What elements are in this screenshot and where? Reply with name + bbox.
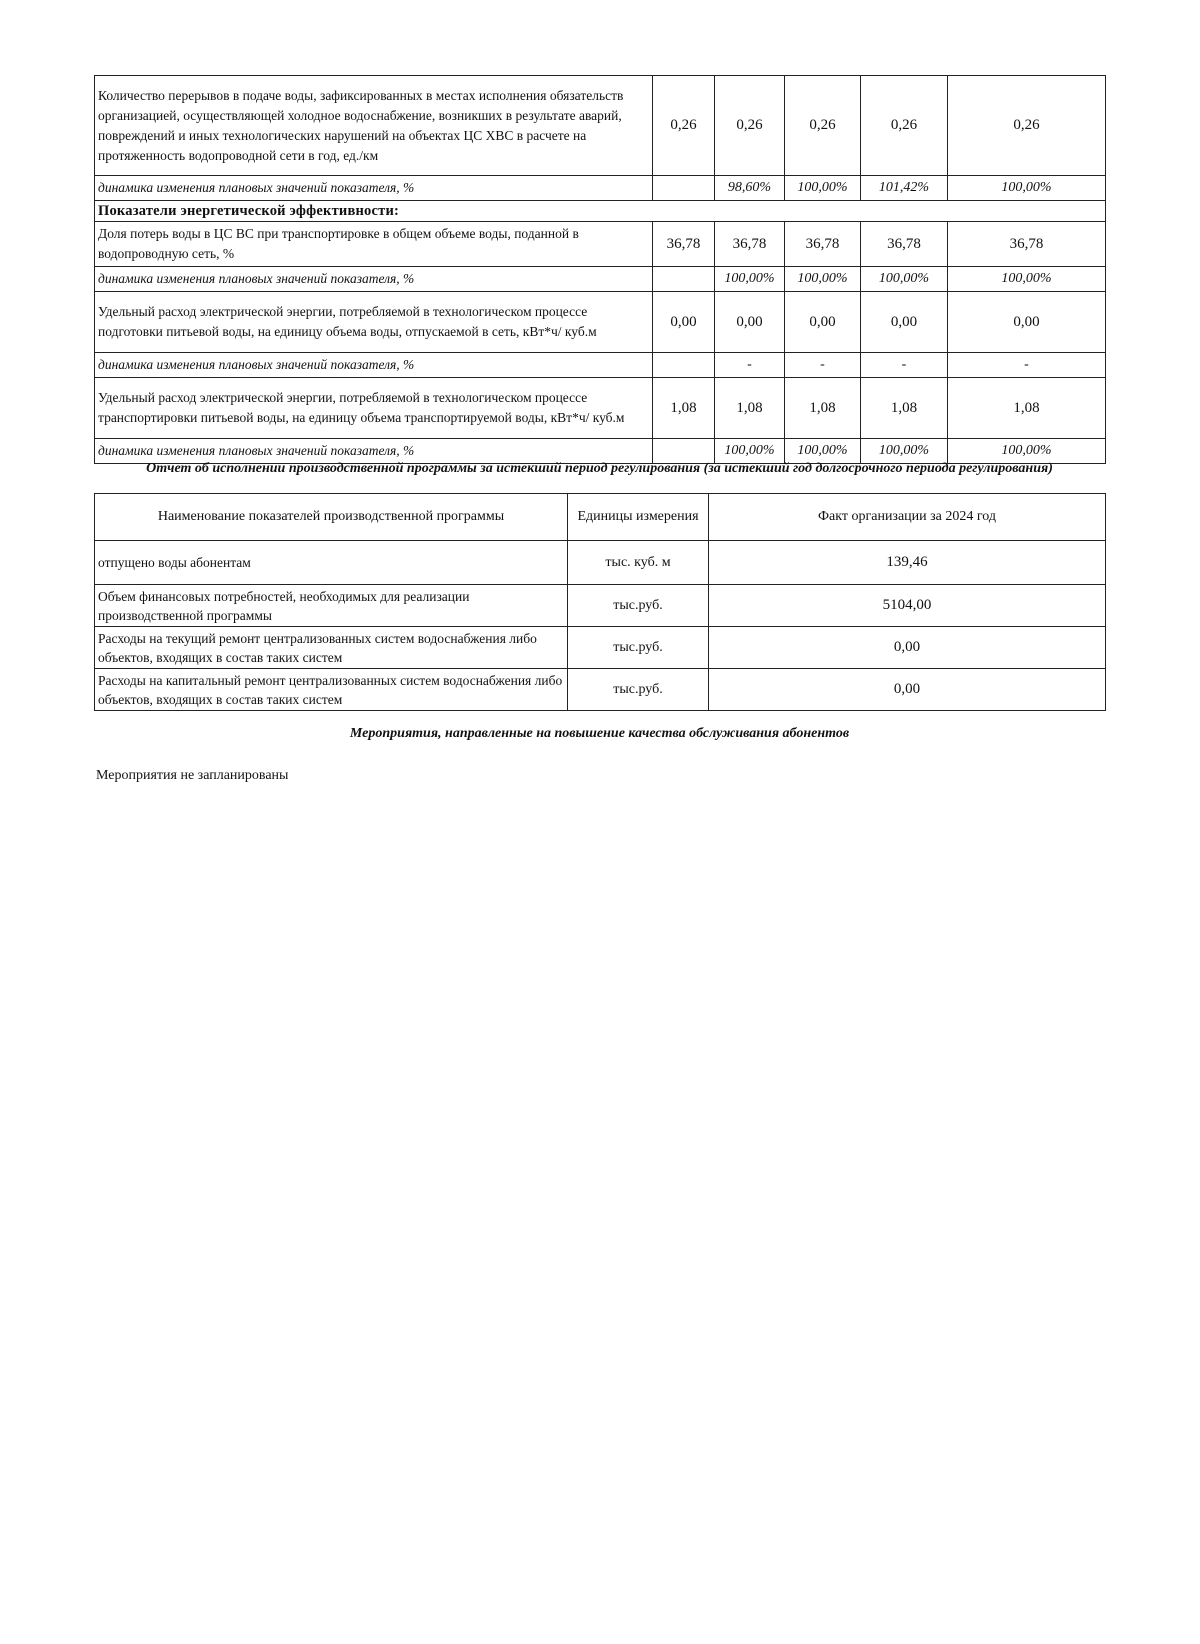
- table-row: [95, 669, 1106, 711]
- indicator-label: Удельный расход электрической энергии, потребляемой в технологическом процессе транспортировки питьевой воды, на единицу объема транспортируемой воды, кВт*ч/ куб.м: [95, 378, 653, 439]
- value-cell: 36,78: [948, 222, 1106, 267]
- indicator-name: отпущено воды абонентам: [95, 541, 568, 585]
- value-cell: 36,78: [653, 222, 715, 267]
- indicator-label: Количество перерывов в подаче воды, зафиксированных в местах исполнения обязательств организацией, осуществляющей холодное водоснабжение, возникших в результате аварий, повреждений и иных технологических нарушений на объектах ЦС ХВС в расчете на протяженность водопроводной сети в год, ед./км: [95, 76, 653, 176]
- value-cell: [653, 267, 715, 292]
- section-row: [95, 201, 1106, 222]
- value-cell: -: [861, 353, 948, 378]
- value-cell: 100,00%: [948, 267, 1106, 292]
- measures-title: Мероприятия, направленные на повышение качества обслуживания абонентов: [349, 726, 850, 741]
- indicators-table: [94, 75, 1106, 464]
- value-cell: 100,00%: [715, 439, 785, 464]
- value-cell: [653, 176, 715, 201]
- production-program-table: [94, 493, 1106, 711]
- report-title: Отчет об исполнении производственной программы за истекший период регулирования (за истекший год долгосрочного периода регулирования): [146, 461, 1053, 476]
- dynamics-label: динамика изменения плановых значений показателя, %: [95, 267, 653, 292]
- section-heading: Показатели энергетической эффективности:: [95, 201, 1106, 222]
- value-cell: 100,00%: [948, 439, 1106, 464]
- value-cell: 98,60%: [715, 176, 785, 201]
- unit-cell: тыс. куб. м: [568, 541, 709, 585]
- column-header: Наименование показателей производственной программы: [95, 494, 568, 541]
- value-cell: 1,08: [948, 378, 1106, 439]
- value-cell: 0,00: [785, 292, 861, 353]
- table-header-row: [95, 494, 1106, 541]
- value-cell: 100,00%: [785, 176, 861, 201]
- value-cell: 100,00%: [785, 267, 861, 292]
- value-cell: -: [785, 353, 861, 378]
- value-cell: 0,00: [709, 669, 1106, 711]
- table-row: [95, 439, 1106, 464]
- value-cell: 0,00: [715, 292, 785, 353]
- value-cell: 0,26: [715, 76, 785, 176]
- table-row: [95, 76, 1106, 176]
- value-cell: 1,08: [785, 378, 861, 439]
- value-cell: 100,00%: [785, 439, 861, 464]
- column-header: Факт организации за 2024 год: [709, 494, 1106, 541]
- value-cell: 100,00%: [861, 267, 948, 292]
- value-cell: 36,78: [715, 222, 785, 267]
- column-header: Единицы измерения: [568, 494, 709, 541]
- value-cell: 0,00: [948, 292, 1106, 353]
- value-cell: 0,26: [653, 76, 715, 176]
- indicator-label: Удельный расход электрической энергии, потребляемой в технологическом процессе подготовки питьевой воды, на единицу объема воды, отпускаемой в сеть, кВт*ч/ куб.м: [95, 292, 653, 353]
- measures-note: Мероприятия не запланированы: [96, 768, 289, 783]
- value-cell: 100,00%: [948, 176, 1106, 201]
- indicator-name: Расходы на текущий ремонт централизованных систем водоснабжения либо объектов, входящих в состав таких систем: [95, 627, 568, 669]
- value-cell: 0,00: [709, 627, 1106, 669]
- value-cell: 100,00%: [715, 267, 785, 292]
- value-cell: 0,26: [785, 76, 861, 176]
- table-row: [95, 585, 1106, 627]
- value-cell: [653, 439, 715, 464]
- value-cell: -: [948, 353, 1106, 378]
- value-cell: -: [715, 353, 785, 378]
- value-cell: 0,26: [948, 76, 1106, 176]
- table-row: [95, 541, 1106, 585]
- indicator-name: Расходы на капитальный ремонт централизованных систем водоснабжения либо объектов, входящих в состав таких систем: [95, 669, 568, 711]
- table-row: [95, 353, 1106, 378]
- unit-cell: тыс.руб.: [568, 627, 709, 669]
- value-cell: 0,00: [653, 292, 715, 353]
- indicator-label: Доля потерь воды в ЦС ВС при транспортировке в общем объеме воды, поданной в водопроводную сеть, %: [95, 222, 653, 267]
- table-row: [95, 378, 1106, 439]
- table-row: [95, 267, 1106, 292]
- table-row: [95, 627, 1106, 669]
- value-cell: 100,00%: [861, 439, 948, 464]
- unit-cell: тыс.руб.: [568, 669, 709, 711]
- table-row: [95, 292, 1106, 353]
- value-cell: 5104,00: [709, 585, 1106, 627]
- dynamics-label: динамика изменения плановых значений показателя, %: [95, 439, 653, 464]
- indicator-name: Объем финансовых потребностей, необходимых для реализации производственной программы: [95, 585, 568, 627]
- dynamics-label: динамика изменения плановых значений показателя, %: [95, 353, 653, 378]
- value-cell: 36,78: [785, 222, 861, 267]
- table-row: [95, 176, 1106, 201]
- value-cell: 1,08: [861, 378, 948, 439]
- unit-cell: тыс.руб.: [568, 585, 709, 627]
- value-cell: 0,26: [861, 76, 948, 176]
- value-cell: 139,46: [709, 541, 1106, 585]
- value-cell: [653, 353, 715, 378]
- value-cell: 36,78: [861, 222, 948, 267]
- table-row: [95, 222, 1106, 267]
- dynamics-label: динамика изменения плановых значений показателя, %: [95, 176, 653, 201]
- value-cell: 1,08: [715, 378, 785, 439]
- value-cell: 1,08: [653, 378, 715, 439]
- value-cell: 101,42%: [861, 176, 948, 201]
- value-cell: 0,00: [861, 292, 948, 353]
